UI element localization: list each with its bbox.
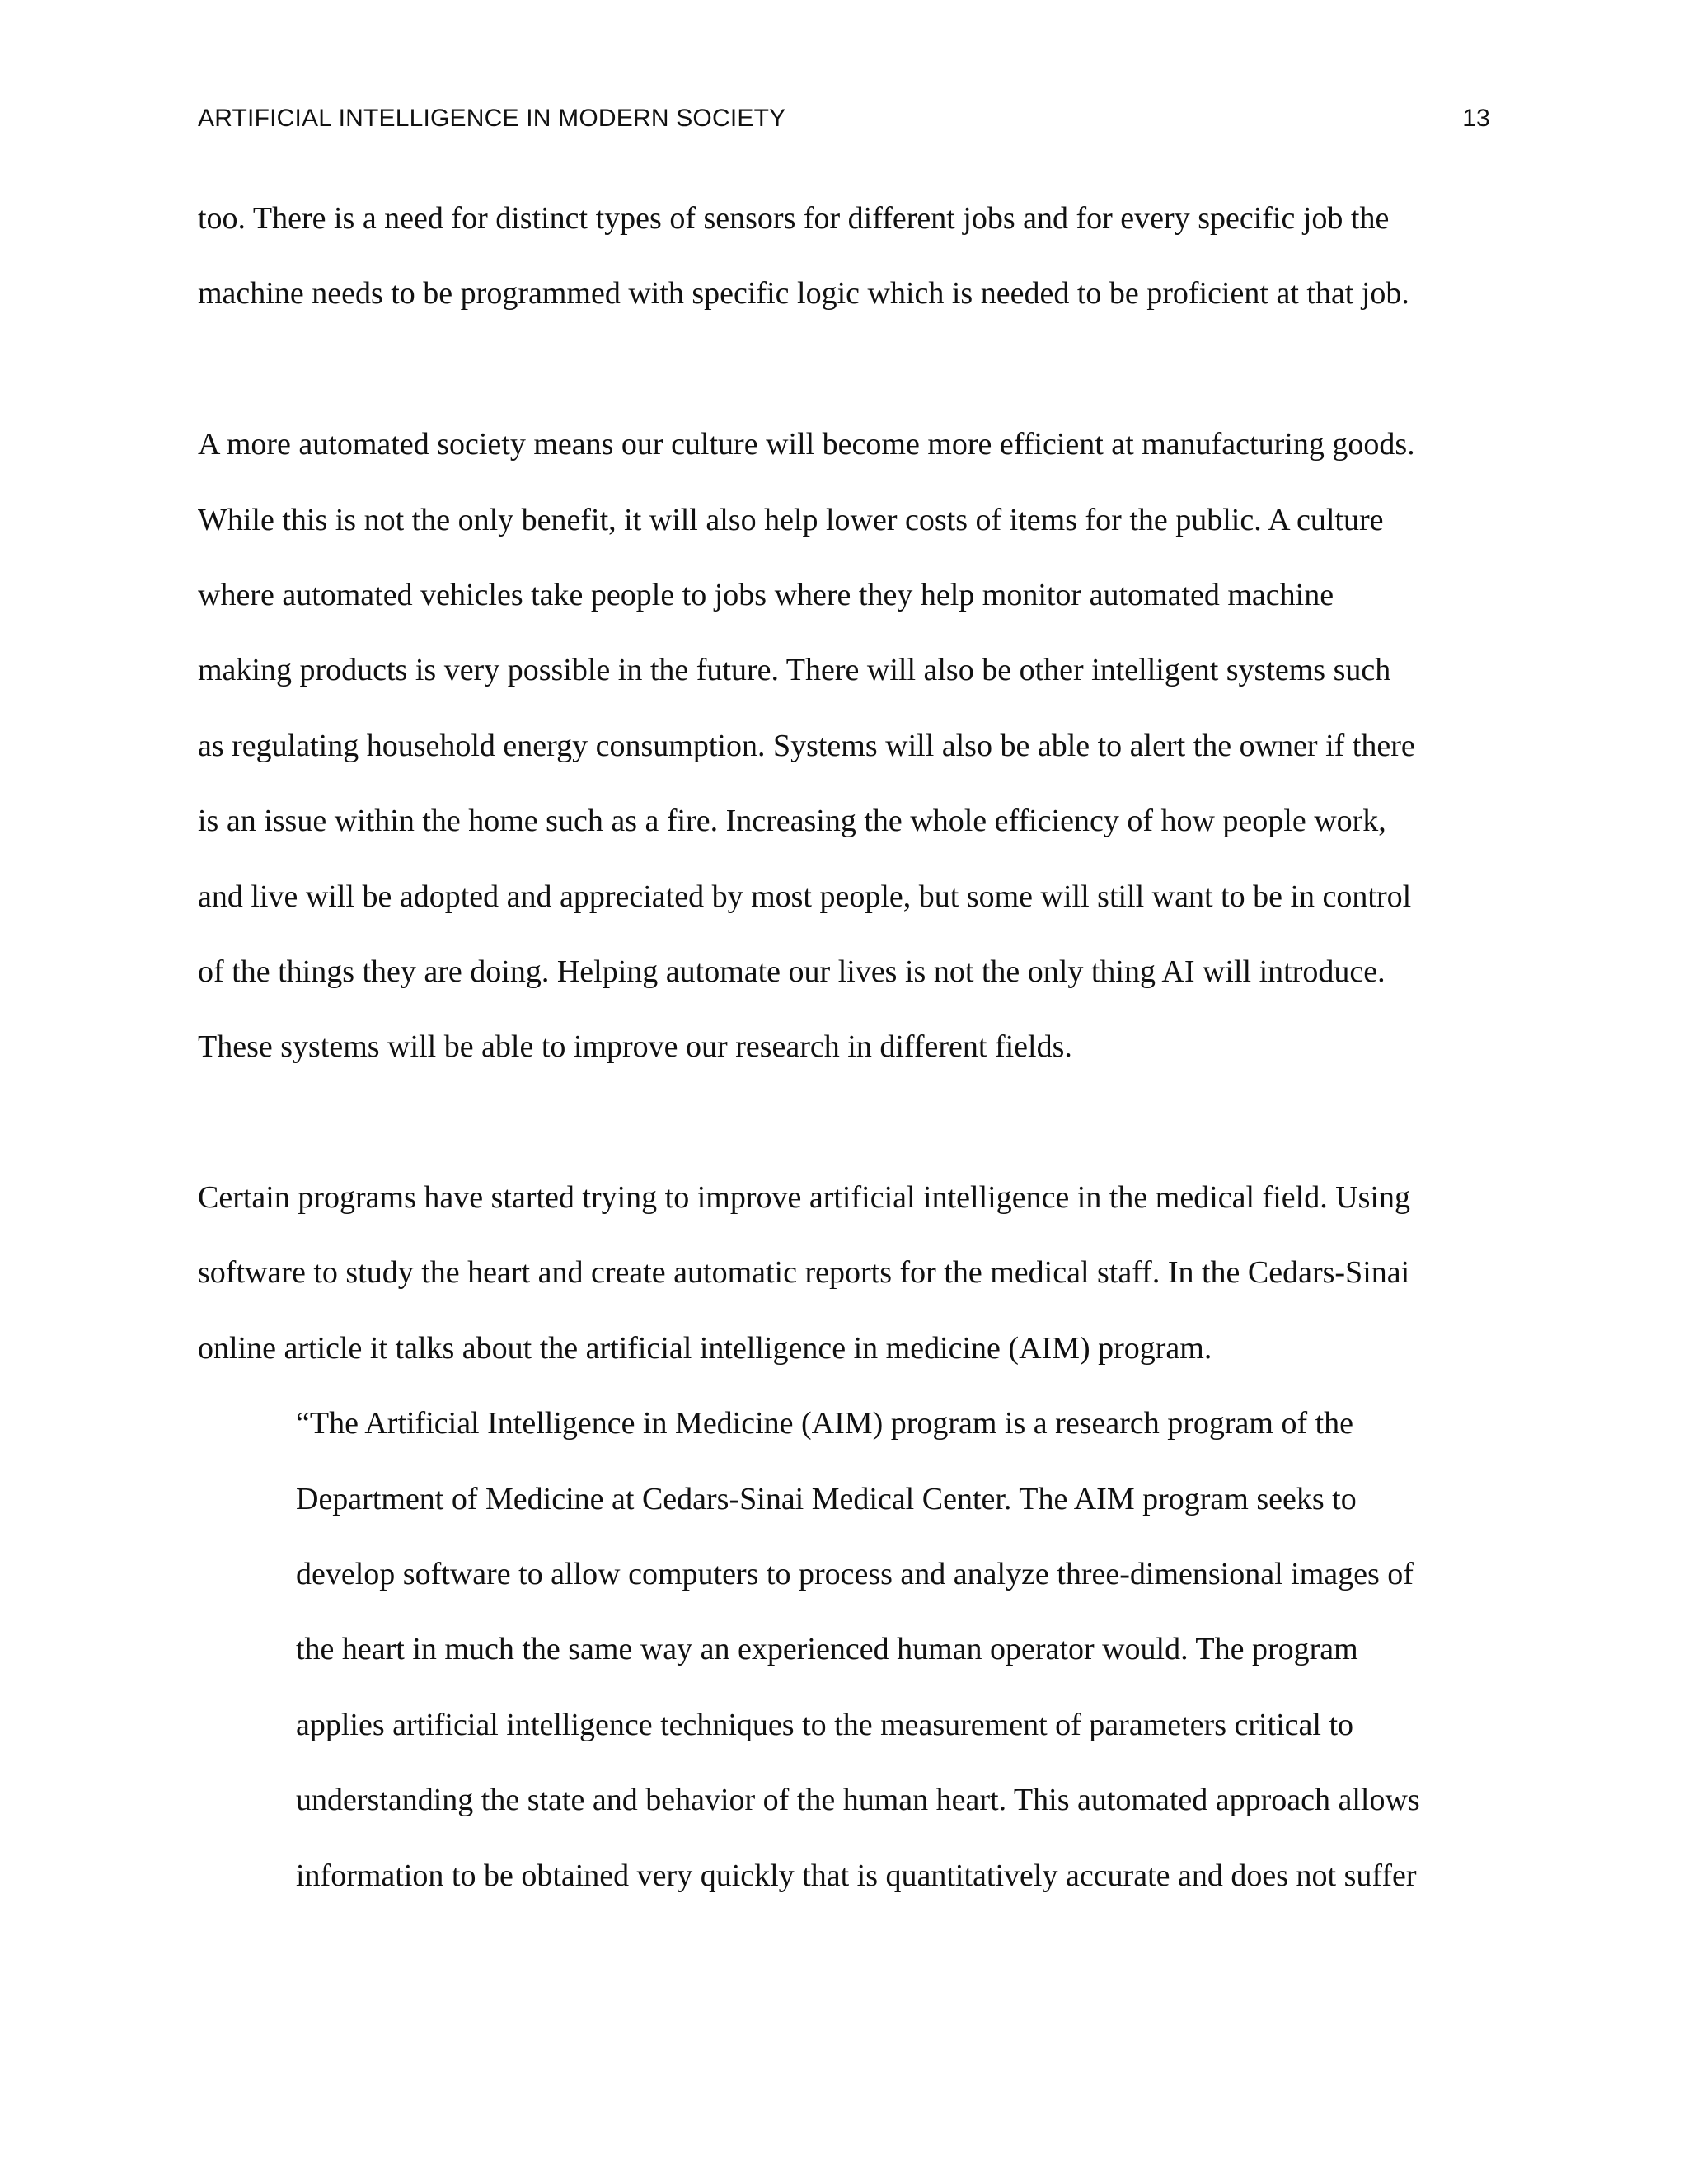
text-line: While this is not the only benefit, it will also help lower costs of items for the public. A culture: [198, 502, 1384, 537]
paragraph-spacer: [198, 1099, 1484, 1174]
text-line: and live will be adopted and appreciated by most people, but some will still want to be in control: [198, 879, 1412, 914]
quote-line: develop software to allow computers to process and analyze three-dimensional images of: [296, 1557, 1414, 1592]
text-line: Certain programs have started trying to improve artificial intelligence in the medical field. Using: [198, 1180, 1410, 1216]
paragraph-medical-field: [198, 1174, 1484, 1399]
text-line: is an issue within the home such as a fire. Increasing the whole efficiency of how people work,: [198, 804, 1386, 839]
text-line: These systems will be able to improve our research in different fields.: [198, 1029, 1072, 1065]
paragraph-spacer: [198, 345, 1484, 420]
text-line: as regulating household energy consumption. Systems will also be able to alert the owner if there: [198, 728, 1415, 763]
quote-line: applies artificial intelligence techniques to the measurement of parameters critical to: [296, 1707, 1354, 1742]
quote-line: information to be obtained very quickly that is quantitatively accurate and does not suffer: [296, 1858, 1417, 1893]
text-line: machine needs to be programmed with specific logic which is needed to be proficient at that job.: [198, 276, 1409, 312]
text-line: making products is very possible in the future. There will also be other intelligent systems such: [198, 653, 1391, 688]
quote-line: understanding the state and behavior of the human heart. This automated approach allows: [296, 1783, 1420, 1818]
running-header: [198, 101, 1490, 137]
document-body: [198, 194, 1484, 1927]
quote-line: the heart in much the same way an experienced human operator would. The program: [296, 1632, 1358, 1667]
paragraph-continuation: [198, 194, 1484, 345]
running-head-title: ARTIFICIAL INTELLIGENCE IN MODERN SOCIETY: [198, 105, 786, 132]
quote-line: Department of Medicine at Cedars-Sinai Medical Center. The AIM program seeks to: [296, 1481, 1357, 1516]
paragraph-automated-society: [198, 420, 1484, 1099]
text-line: where automated vehicles take people to jobs where they help monitor automated machine: [198, 577, 1334, 612]
text-line: software to study the heart and create automatic reports for the medical staff. In the Cedars-Sinai: [198, 1255, 1410, 1291]
block-quote: [198, 1399, 1484, 1927]
text-line: too. There is a need for distinct types of sensors for different jobs and for every specific job the: [198, 201, 1390, 236]
text-line: online article it talks about the artificial intelligence in medicine (AIM) program.: [198, 1330, 1212, 1366]
text-line: A more automated society means our culture will become more efficient at manufacturing goods.: [198, 427, 1415, 462]
page-number: 13: [1462, 105, 1490, 132]
text-line: of the things they are doing. Helping automate our lives is not the only thing AI will introduce.: [198, 954, 1386, 989]
quote-line: “The Artificial Intelligence in Medicine (AIM) program is a research program of the: [296, 1406, 1354, 1441]
